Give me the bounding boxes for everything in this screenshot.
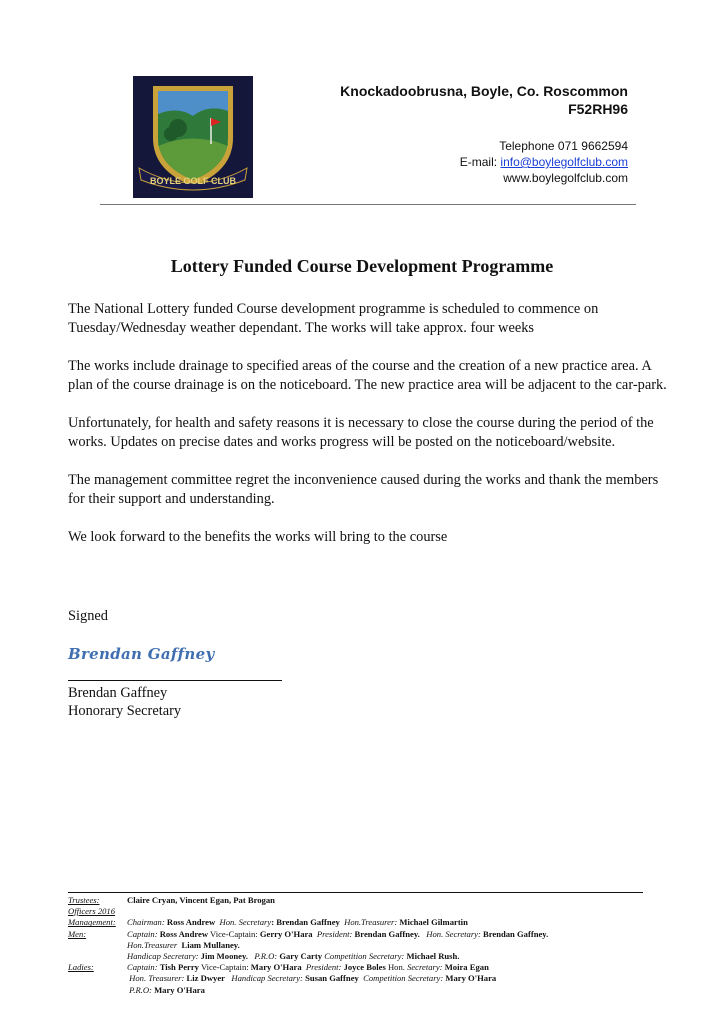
website: www.boylegolfclub.com [503, 171, 628, 185]
header-divider [100, 204, 636, 205]
email-label: E-mail: [459, 155, 501, 169]
crest-icon [133, 76, 253, 198]
trustees-names: Claire Cryan, Vincent Egan, Pat Brogan [127, 895, 275, 905]
signature-line [68, 680, 282, 681]
signer-name: Brendan Gaffney [68, 685, 168, 701]
email-row [340, 154, 628, 170]
address-postcode: F52RH96 [568, 101, 628, 117]
footer-men-row-2: Hon.Treasurer Liam Mullaney. [127, 939, 240, 950]
address-line-1: Knockadoobrusna, Boyle, Co. Roscommon [340, 83, 628, 99]
signer-block [68, 684, 181, 720]
page-title: Lottery Funded Course Development Programme [170, 256, 554, 276]
paragraph: We look forward to the benefits the works will bring to the course [68, 529, 448, 545]
paragraph: The National Lottery funded Course development programme is scheduled to commence on Tuesday/Wednesday weather dependant. The works will take approx. four weeks [68, 301, 599, 336]
footer-officers-row [68, 906, 548, 917]
signature: Brendan Gaffney [68, 645, 215, 663]
letterhead-address [340, 82, 628, 186]
contact-details [340, 138, 628, 186]
trustees-label: Trustees: [68, 895, 100, 905]
crest-text: BOYLE GOLF CLUB [150, 176, 236, 186]
management-label: Management: [68, 917, 116, 928]
signed-label: Signed [68, 608, 108, 624]
telephone: Telephone 071 9662594 [499, 139, 628, 153]
signer-title: Honorary Secretary [68, 703, 182, 719]
paragraph: The management committee regret the inconvenience caused during the works and thank the members for their support and understanding. [68, 472, 659, 507]
footer-management-row: Management: Chairman: Ross Andrew Hon. Secretary: Brendan Gaffney Hon.Treasurer: Michael Gilmartin [68, 917, 468, 928]
men-label: Men: [68, 928, 87, 939]
footer-officers [68, 895, 548, 996]
footer-ladies-row-3: P.R.O: Mary O'Hara [129, 984, 205, 995]
footer-men-row-1: Men: Captain: Ross Andrew Vice-Captain: Gerry O'Hara President: Brendan Gaffney. Hon. Secretary: Brendan Gaffney. [68, 928, 549, 939]
footer-men-row-3: Handicap Secretary: Jim Mooney. P.R.O: Gary Carty Competition Secretary: Michael Rush. [127, 951, 460, 962]
letter-body [68, 300, 668, 566]
footer-ladies-row-1: Ladies: Captain: Tish Perry Vice-Captain: Mary O'Hara President: Joyce Boles Hon. Secretary: Moira Egan [68, 962, 489, 973]
officers-label: Officers 2016 [68, 906, 116, 917]
footer-trustees-row [68, 895, 548, 906]
club-crest-logo [133, 76, 253, 198]
footer-divider [68, 892, 643, 893]
footer-ladies-row-2: Hon. Treasurer: Liz Dwyer Handicap Secretary: Susan Gaffney Competition Secretary: Mary O'Hara [129, 973, 497, 984]
email-link[interactable]: info@boylegolfclub.com [500, 155, 628, 169]
ladies-label: Ladies: [68, 962, 94, 973]
paragraph: Unfortunately, for health and safety reasons it is necessary to close the course during the period of the works. Updates on precise dates and works progress will be posted on the noticeboard/website. [68, 415, 654, 450]
paragraph: The works include drainage to specified areas of the course and the creation of a new practice area. A plan of the course drainage is on the noticeboard. The new practice area will be adjacent to the car-park. [68, 358, 667, 393]
